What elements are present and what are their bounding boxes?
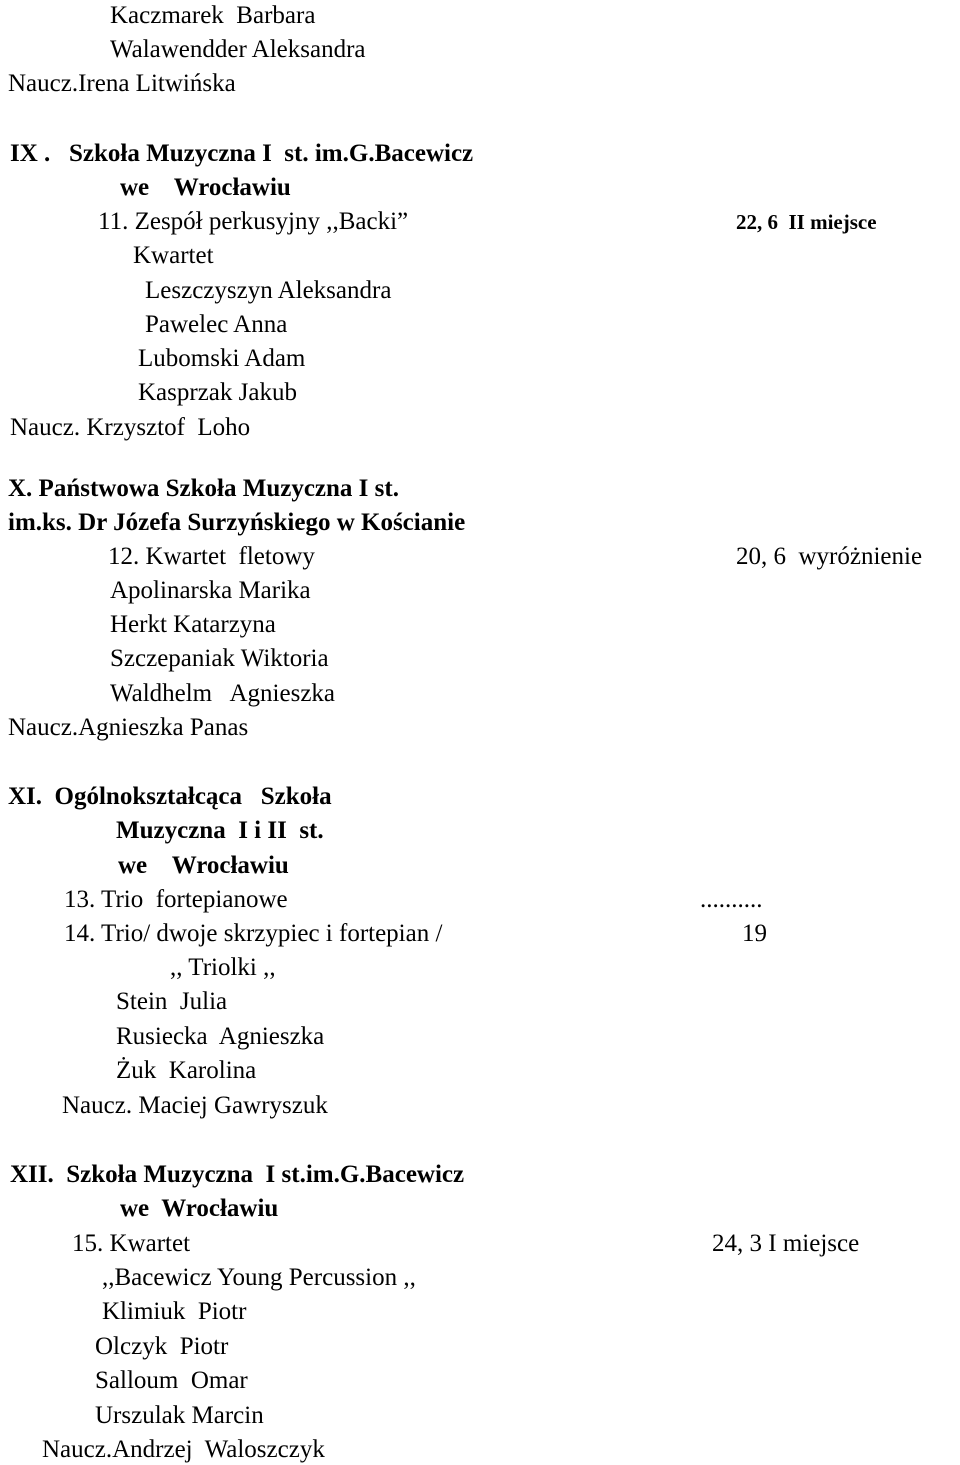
entry-score: .......... xyxy=(700,886,763,913)
entry-score: 24, 3 I miejsce xyxy=(712,1230,860,1257)
entry-title: 14. Trio/ dwoje skrzypiec i fortepian / xyxy=(64,920,443,947)
performer-name: Rusiecka Agnieszka xyxy=(116,1023,325,1050)
entry-subtitle: ,,Bacewicz Young Percussion ,, xyxy=(102,1264,416,1291)
teacher-line: Naucz.Agnieszka Panas xyxy=(8,714,249,741)
teacher-line: Naucz.Irena Litwińska xyxy=(8,70,236,97)
school-heading-cont: im.ks. Dr Józefa Surzyńskiego w Kościanie xyxy=(8,509,466,536)
performer-name: Kaczmarek Barbara xyxy=(110,2,316,29)
performer-name: Olczyk Piotr xyxy=(95,1333,229,1360)
school-city: we Wrocławiu xyxy=(118,852,289,879)
school-city: we Wrocławiu xyxy=(120,1195,279,1222)
school-heading: XII. Szkoła Muzyczna I st.im.G.Bacewicz xyxy=(10,1161,465,1188)
performer-name: Żuk Karolina xyxy=(116,1057,257,1084)
entry-score: 20, 6 wyróżnienie xyxy=(736,543,923,570)
performer-name: Leszczyszyn Aleksandra xyxy=(145,277,392,304)
teacher-line: Naucz. Krzysztof Loho xyxy=(10,414,251,441)
entry-title: 11. Zespół perkusyjny ,,Backi” xyxy=(98,208,409,235)
teacher-line: Naucz. Maciej Gawryszuk xyxy=(62,1092,328,1119)
performer-name: Lubomski Adam xyxy=(138,345,306,372)
performer-name: Salloum Omar xyxy=(95,1367,248,1394)
entry-score: 19 xyxy=(742,920,767,947)
school-city: we Wrocławiu xyxy=(120,174,291,201)
entry-subtitle: Kwartet xyxy=(133,242,214,269)
performer-name: Kasprzak Jakub xyxy=(138,379,297,406)
performer-name: Apolinarska Marika xyxy=(110,577,311,604)
performer-name: Waldhelm Agnieszka xyxy=(110,680,336,707)
teacher-line: Naucz.Andrzej Waloszczyk xyxy=(42,1436,325,1463)
performer-name: Klimiuk Piotr xyxy=(102,1298,247,1325)
entry-title: 15. Kwartet xyxy=(72,1230,191,1257)
performer-name: Pawelec Anna xyxy=(145,311,288,338)
performer-name: Walawendder Aleksandra xyxy=(110,36,366,63)
entry-title: 13. Trio fortepianowe xyxy=(64,886,288,913)
entry-score: 22, 6 II miejsce xyxy=(736,210,877,234)
school-heading: XI. Ogólnokształcąca Szkoła xyxy=(8,783,332,810)
entry-title: 12. Kwartet fletowy xyxy=(108,543,315,570)
school-heading: IX . Szkoła Muzyczna I st. im.G.Bacewicz xyxy=(10,140,474,167)
school-heading-cont: Muzyczna I i II st. xyxy=(116,817,324,844)
performer-name: Szczepaniak Wiktoria xyxy=(110,645,329,672)
performer-name: Stein Julia xyxy=(116,988,228,1015)
school-heading: X. Państwowa Szkoła Muzyczna I st. xyxy=(8,475,399,502)
entry-subtitle: ,, Triolki ,, xyxy=(170,954,276,981)
performer-name: Urszulak Marcin xyxy=(95,1402,264,1429)
performer-name: Herkt Katarzyna xyxy=(110,611,276,638)
